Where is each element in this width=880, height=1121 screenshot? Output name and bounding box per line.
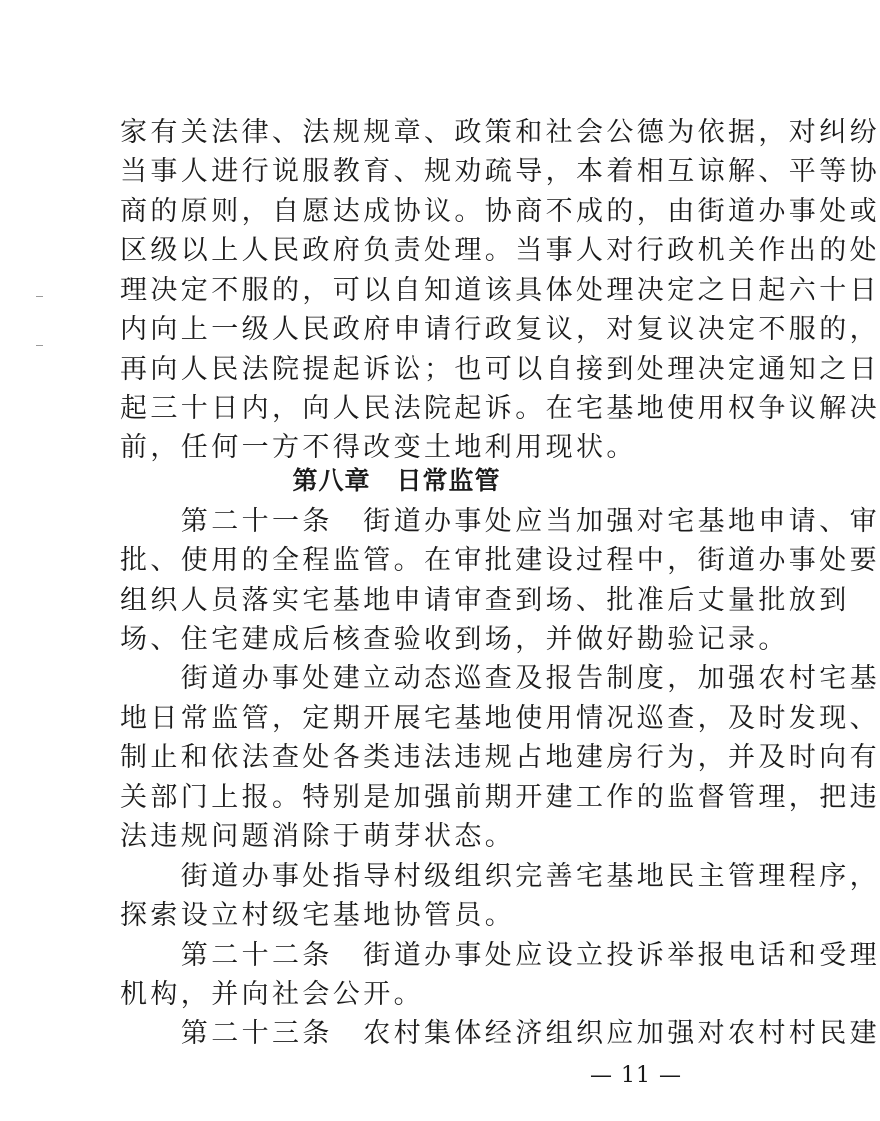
scan-margin-mark (36, 345, 43, 346)
text-line: 家有关法律、法规规章、政策和社会公德为依据，对纠纷 (120, 117, 880, 148)
page-number: — 11 — (590, 1063, 682, 1088)
text-line: 街道办事处指导村级组织完善宅基地民主管理程序， (120, 861, 880, 892)
text-line: 当事人进行说服教育、规劝疏导，本着相互谅解、平等协 (120, 156, 880, 187)
text-line: 第二十三条 农村集体经济组织应加强对农村村民建 (120, 1018, 880, 1049)
text-line: 前，任何一方不得改变土地利用现状。 (120, 432, 637, 463)
text-line: 区级以上人民政府负责处理。当事人对行政机关作出的处 (120, 235, 880, 266)
chapter-title: 日常监管 (396, 466, 501, 495)
chapter-heading (0, 466, 793, 496)
text-line: 场、住宅建成后核查验收到场，并做好勘验记录。 (120, 624, 789, 655)
text-line: 第二十一条 街道办事处应当加强对宅基地申请、审 (120, 506, 880, 537)
text-line: 起三十日内，向人民法院起诉。在宅基地使用权争议解决 (120, 393, 880, 424)
text-line: 理决定不服的，可以自知道该具体处理决定之日起六十日 (120, 275, 880, 306)
text-line: 法违规问题消除于萌芽状态。 (120, 821, 516, 852)
chapter-number: 第八章 (292, 466, 371, 495)
text-line: 商的原则，自愿达成协议。协商不成的，由街道办事处或 (120, 196, 880, 227)
text-line: 街道办事处建立动态巡查及报告制度，加强农村宅基 (120, 663, 880, 694)
text-line: 内向上一级人民政府申请行政复议，对复议决定不服的， (120, 314, 880, 345)
text-line: 制止和依法查处各类违法违规占地建房行为，并及时向有 (120, 742, 880, 773)
text-line: 批、使用的全程监管。在审批建设过程中，街道办事处要 (120, 545, 880, 576)
text-line: 再向人民法院提起诉讼；也可以自接到处理决定通知之日 (120, 354, 880, 385)
text-line: 机构，并向社会公开。 (120, 979, 424, 1010)
text-line: 关部门上报。特别是加强前期开建工作的监督管理，把违 (120, 782, 880, 813)
text-line: 组织人员落实宅基地申请审查到场、批准后丈量批放到 (120, 585, 850, 616)
text-line: 探索设立村级宅基地协管员。 (120, 900, 516, 931)
text-line: 地日常监管，定期开展宅基地使用情况巡查，及时发现、 (120, 703, 880, 734)
text-line: 第二十二条 街道办事处应设立投诉举报电话和受理 (120, 940, 880, 971)
scan-margin-mark (36, 296, 43, 297)
